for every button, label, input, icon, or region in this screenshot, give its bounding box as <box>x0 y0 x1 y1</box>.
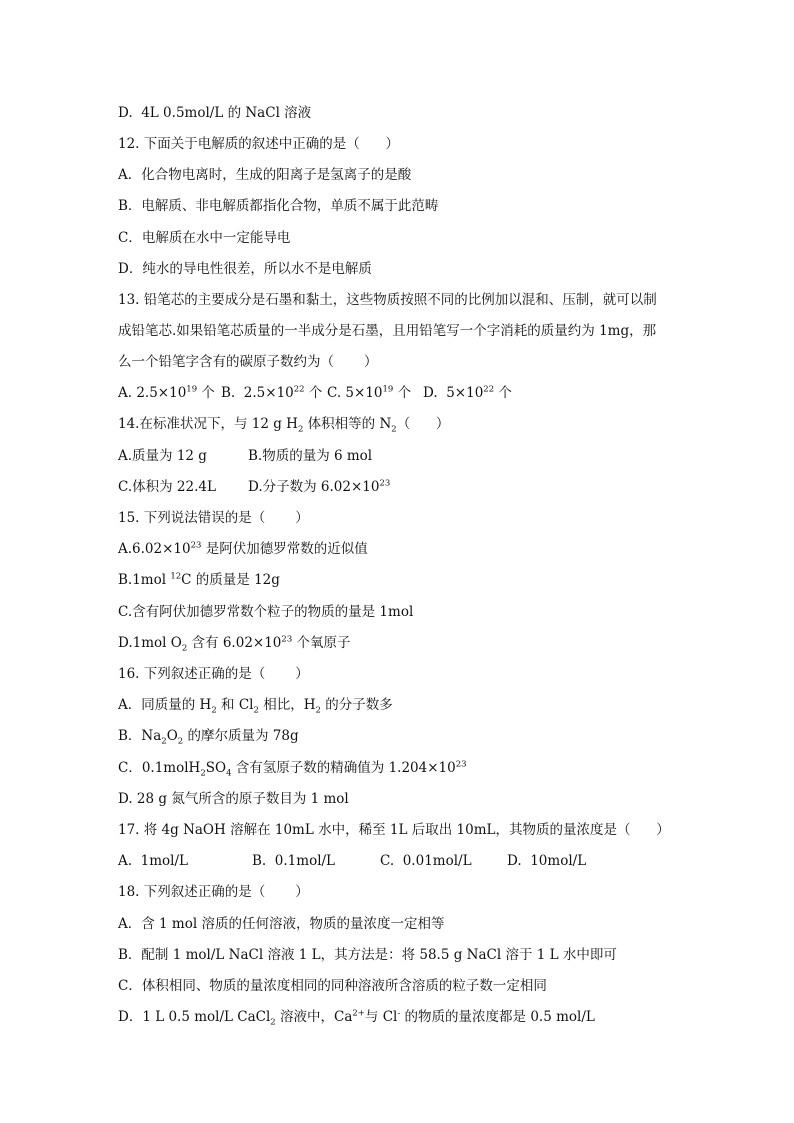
q14-option-c: C.体积为 22.4L <box>118 479 216 495</box>
q12-option-b: B．电解质、非电解质都指化合物，单质不属于此范畴 <box>118 198 439 214</box>
q13-stem-line3: 么一个铅笔字含有的碳原子数约为（ ） <box>118 354 378 370</box>
q15-option-d: D.1mol $O_2$ 含有 $6.02\times 10^{23}$ 个氧原子 <box>118 634 351 654</box>
q12-option-d: D．纯水的导电性很差，所以水不是电解质 <box>118 261 372 277</box>
q17-option-b: B. 0.1mol/L <box>252 853 336 869</box>
q12-stem: 12. 下面关于电解质的叙述中正确的是（ ） <box>118 136 400 152</box>
q16-stem: 16. 下列叙述正确的是（ ） <box>118 666 309 682</box>
q11-option-d: D. 4L 0.5mol/L 的 NaCl 溶液 <box>118 105 312 121</box>
q18-option-a: A．含 1 mol 溶质的任何溶液，物质的量浓度一定相等 <box>118 916 445 932</box>
q13-option-c: C. $5\times 10^{19}$ 个 <box>327 384 412 401</box>
q17-option-c: C. 0.01mol/L <box>380 853 472 869</box>
q17-option-d: D. 10mol/L <box>507 853 587 869</box>
q15-stem: 15. 下列说法错误的是（ ） <box>118 510 309 526</box>
q12-option-a: A．化合物电离时，生成的阳离子是氢离子的是酸 <box>118 167 412 183</box>
q15-option-a: $A.6.02\times 10^{23}$ 是阿伏加德罗常数的近似值 <box>118 540 368 557</box>
q18-option-c: C．体积相同、物质的量浓度相同的同种溶液所含溶质的粒子数一定相同 <box>118 978 547 994</box>
q15-option-c: C.含有阿伏加德罗常数个粒子的物质的量是 1mol <box>118 604 414 620</box>
q14-stem: 14.在标准状况下，与 12 g $H_2$ 体积相等的 $N_2$（ ） <box>118 416 450 435</box>
q12-option-c: C．电解质在水中一定能导电 <box>118 230 291 246</box>
q13-stem-line1: 13. 铅笔芯的主要成分是石墨和黏土，这些物质按照不同的比例加以混和、压制，就可以制 <box>118 292 657 308</box>
q16-option-b: B．$Na_2O_2$ 的摩尔质量为 78g <box>118 728 299 747</box>
q13-stem-line2: 成铅笔芯.如果铅笔芯质量的一半成分是石墨，且用铅笔写一个字消耗的质量约为 1mg，那 <box>118 323 657 339</box>
q17-option-a: A. 1mol/L <box>118 853 188 869</box>
q15-option-b: B.1mol $^{12}$C 的质量是 12g <box>118 571 280 588</box>
q14-option-a: A.质量为 12 g <box>118 448 207 464</box>
q14-option-b: B.物质的量为 6 mol <box>248 448 373 464</box>
q16-option-d: D. 28 g 氮气所含的原子数目为 1 mol <box>118 791 349 807</box>
q13-option-d: D. $5\times 10^{22}$ 个 <box>423 384 512 401</box>
q18-stem: 18. 下列叙述正确的是（ ） <box>118 884 309 900</box>
q18-option-d: D．1 L 0.5 mol/L CaCl$_2$ 溶液中，$Ca^{2+}$与 Cl- 的物质的量浓度都是 0.5 mol/L <box>118 1008 595 1028</box>
q14-option-d: D.分子数为 $6.02\times 10^{23}$ <box>248 478 391 495</box>
q17-stem: 17. 将 4g NaOH 溶解在 10mL 水中，稀至 1L 后取出 10mL，其物质的量浓度是（ ） <box>118 822 670 838</box>
q16-option-c: C．$0.1molH_2SO_4$ 含有氢原子数的精确值为 $1.204\times 10^{23}$ <box>118 759 467 779</box>
q13-option-a: A. $2.5\times 10^{19}$ 个 <box>118 384 215 401</box>
q18-option-b: B．配制 1 mol/L NaCl 溶液 1 L，其方法是：将 58.5 g NaCl 溶于 1 L 水中即可 <box>118 947 617 963</box>
q16-option-a: A．同质量的 $H_2$ 和 $Cl_2$ 相比，$H_2$ 的分子数多 <box>118 697 393 716</box>
q13-option-b: B. $2.5\times 10^{22}$ 个 <box>221 384 323 401</box>
